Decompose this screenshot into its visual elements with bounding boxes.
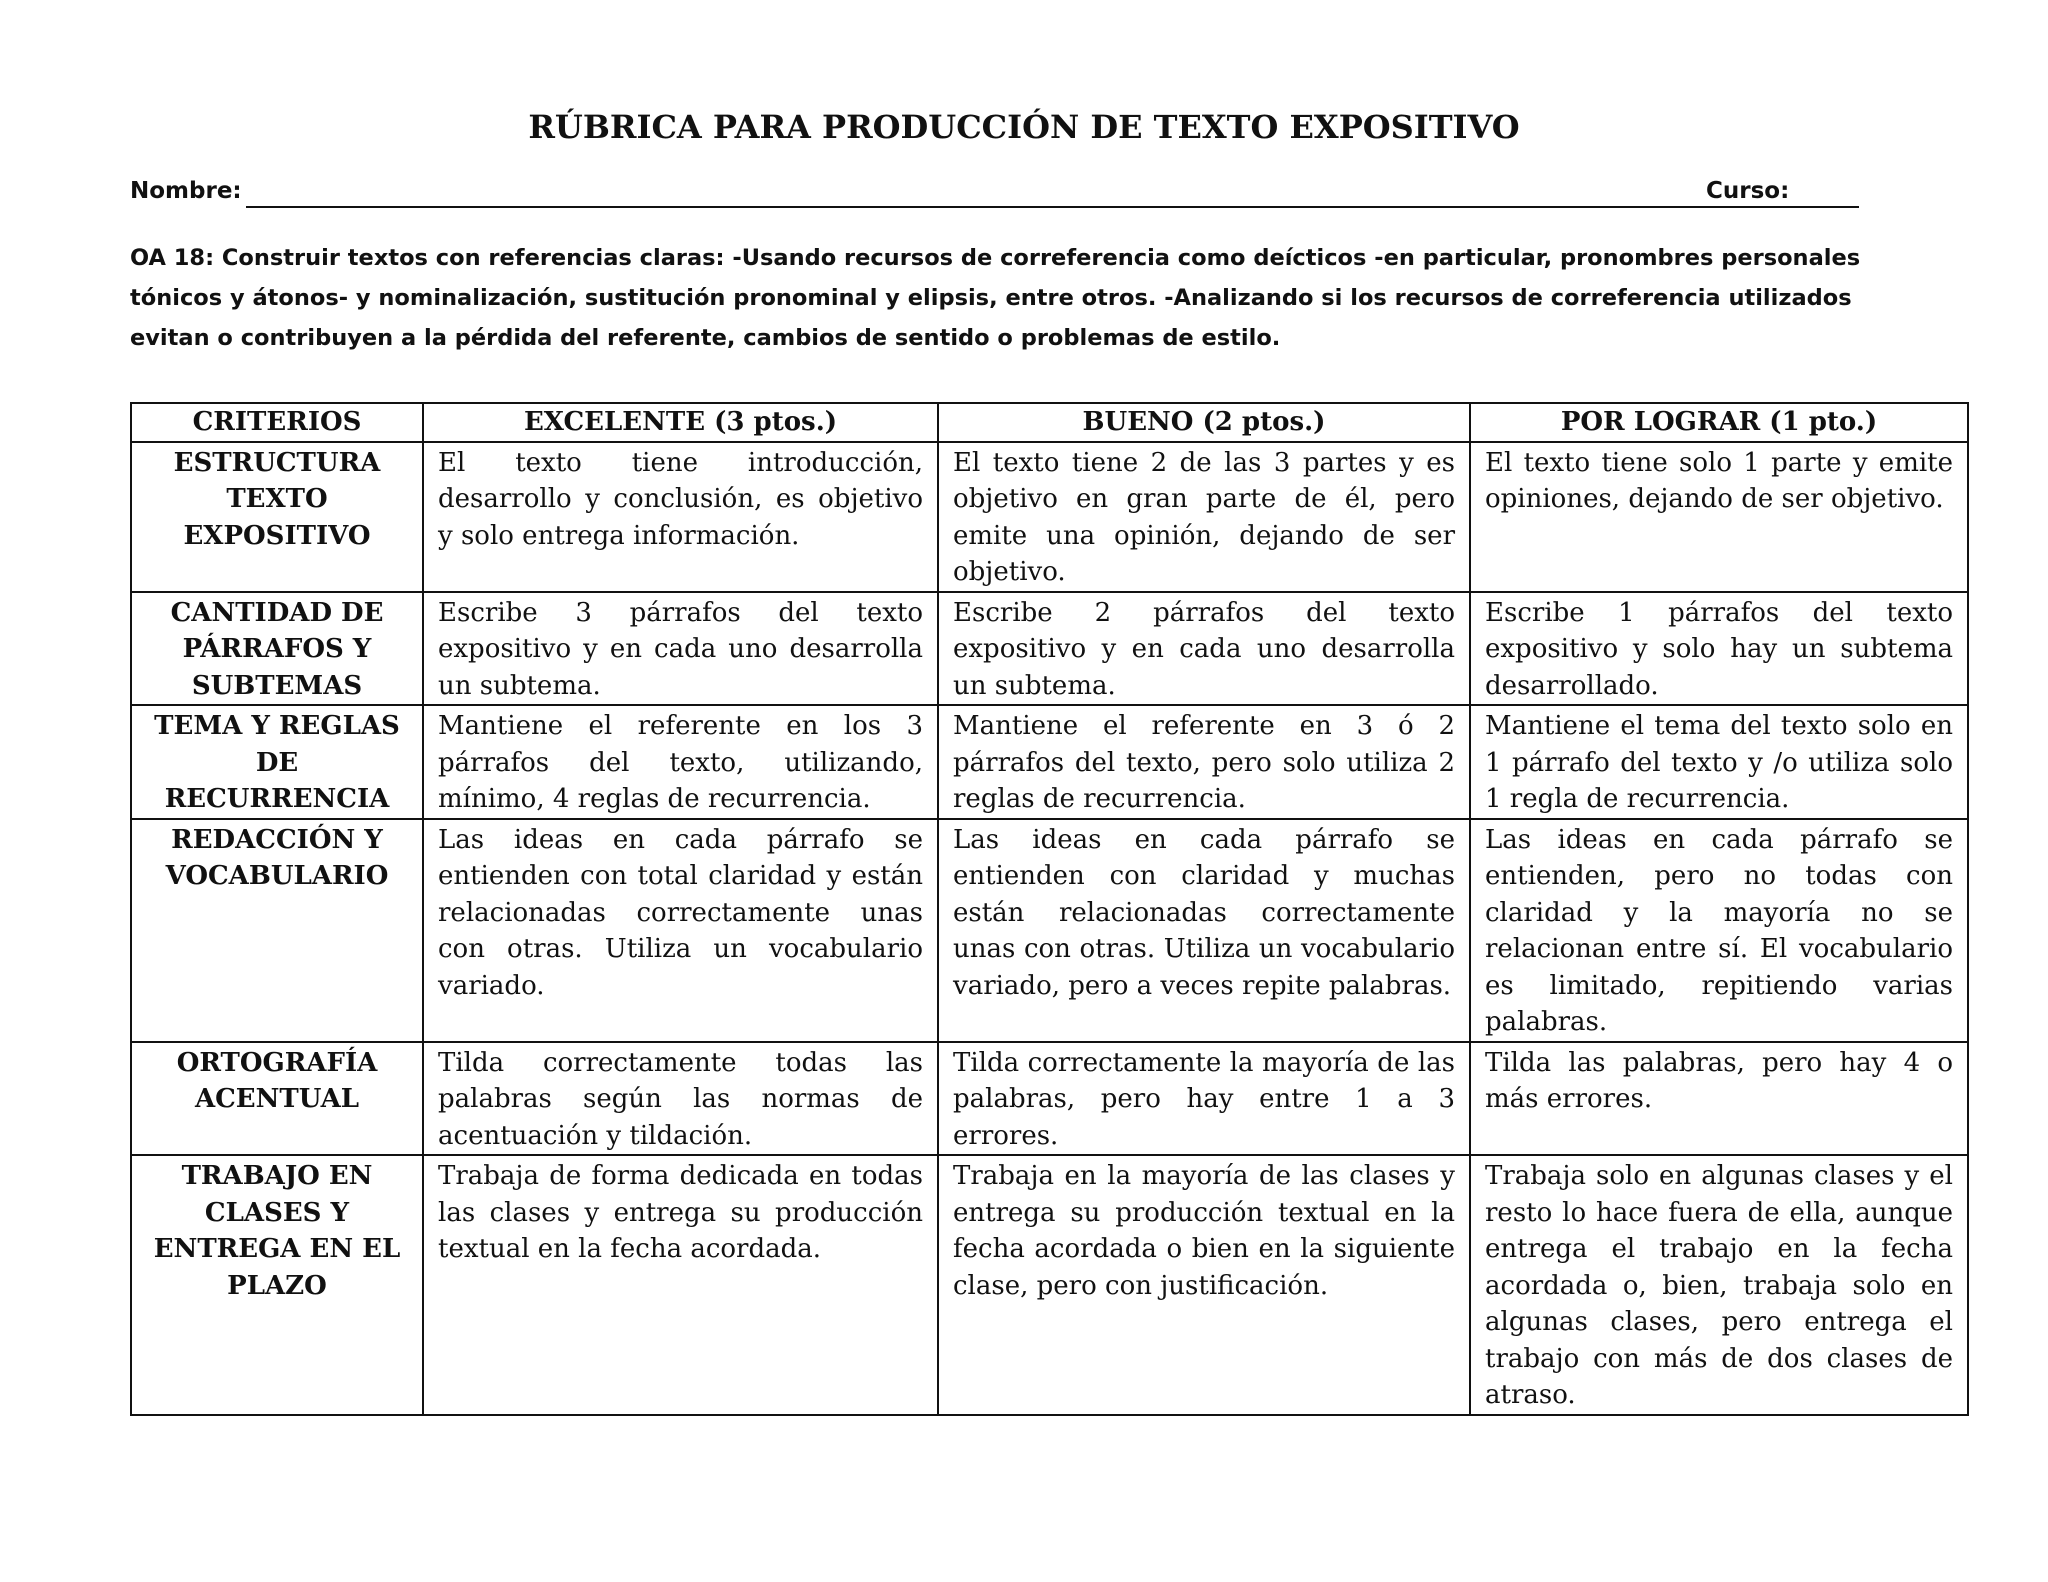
learning-objective: OA 18: Construir textos con referencias claras: -Usando recursos de correferencia como deícticos -en particular, pronombres personales tónicos y átonos- y nominalización, sustitución pronominal y elipsis, entre otros. -Analizando si los recursos de correferencia utilizados evitan o contribuyen a la pérdida del referente, cambios de sentido o problemas de estilo. [130, 245, 1861, 351]
por-lograr-cell: Trabaja solo en algunas clases y el resto lo hace fuera de ella, aunque entrega el trabajo en la fecha acordada o, bien, trabaja solo en algunas clases, pero entrega el trabajo con más de dos clases de atraso. [1470, 1155, 1968, 1415]
student-info-row [130, 178, 1880, 214]
criterion-cell: ORTOGRAFÍA ACENTUAL [131, 1042, 423, 1156]
header-excelente: EXCELENTE (3 ptos.) [423, 403, 938, 442]
bueno-cell: Trabaja en la mayoría de las clases y entrega su producción textual en la fecha acordada o bien en la siguiente clase, pero con justificación. [938, 1155, 1470, 1415]
criterion-cell: TRABAJO EN CLASES Y ENTREGA EN EL PLAZO [131, 1155, 423, 1415]
bueno-cell: Tilda correctamente la mayoría de las palabras, pero hay entre 1 a 3 errores. [938, 1042, 1470, 1156]
por-lograr-cell: El texto tiene solo 1 parte y emite opiniones, dejando de ser objetivo. [1470, 442, 1968, 592]
excelente-cell: Tilda correctamente todas las palabras según las normas de acentuación y tildación. [423, 1042, 938, 1156]
rubric-table [130, 402, 1969, 1416]
por-lograr-cell: Tilda las palabras, pero hay 4 o más errores. [1470, 1042, 1968, 1156]
course-blank-line[interactable] [1790, 206, 1859, 208]
bueno-cell: Mantiene el referente en 3 ó 2 párrafos del texto, pero solo utiliza 2 reglas de recurrencia. [938, 705, 1470, 819]
criterion-cell: REDACCIÓN Y VOCABULARIO [131, 819, 423, 1042]
por-lograr-cell: Mantiene el tema del texto solo en 1 párrafo del texto y /o utiliza solo 1 regla de recurrencia. [1470, 705, 1968, 819]
course-label: Curso: [1706, 178, 1790, 204]
bueno-cell: El texto tiene 2 de las 3 partes y es objetivo en gran parte de él, pero emite una opinión, dejando de ser objetivo. [938, 442, 1470, 592]
table-row [131, 1155, 1968, 1415]
table-row [131, 592, 1968, 706]
por-lograr-cell: Escribe 1 párrafos del texto expositivo y solo hay un subtema desarrollado. [1470, 592, 1968, 706]
excelente-cell: El texto tiene introducción, desarrollo y conclusión, es objetivo y solo entrega información. [423, 442, 938, 592]
table-header-row [131, 403, 1968, 442]
excelente-cell: Trabaja de forma dedicada en todas las clases y entrega su producción textual en la fecha acordada. [423, 1155, 938, 1415]
bueno-cell: Escribe 2 párrafos del texto expositivo y en cada uno desarrolla un subtema. [938, 592, 1470, 706]
criterion-cell: TEMA Y REGLAS DE RECURRENCIA [131, 705, 423, 819]
document-title: RÚBRICA PARA PRODUCCIÓN DE TEXTO EXPOSITIVO [528, 108, 1520, 146]
table-row [131, 1042, 1968, 1156]
criterion-cell: ESTRUCTURA TEXTO EXPOSITIVO [131, 442, 423, 592]
table-row [131, 819, 1968, 1042]
header-por-lograr: POR LOGRAR (1 pto.) [1470, 403, 1968, 442]
por-lograr-cell: Las ideas en cada párrafo se entienden, pero no todas con claridad y la mayoría no se relacionan entre sí. El vocabulario es limitado, repitiendo varias palabras. [1470, 819, 1968, 1042]
name-label: Nombre: [130, 178, 242, 204]
table-row [131, 442, 1968, 592]
name-blank-line[interactable] [246, 206, 1826, 208]
header-criterios: CRITERIOS [131, 403, 423, 442]
table-row [131, 705, 1968, 819]
header-bueno: BUENO (2 ptos.) [938, 403, 1470, 442]
excelente-cell: Escribe 3 párrafos del texto expositivo y en cada uno desarrolla un subtema. [423, 592, 938, 706]
criterion-cell: CANTIDAD DE PÁRRAFOS Y SUBTEMAS [131, 592, 423, 706]
bueno-cell: Las ideas en cada párrafo se entienden con claridad y muchas están relacionadas correctamente unas con otras. Utiliza un vocabulario variado, pero a veces repite palabras. [938, 819, 1470, 1042]
excelente-cell: Mantiene el referente en los 3 párrafos del texto, utilizando, mínimo, 4 reglas de recurrencia. [423, 705, 938, 819]
excelente-cell: Las ideas en cada párrafo se entienden con total claridad y están relacionadas correctamente unas con otras. Utiliza un vocabulario variado. [423, 819, 938, 1042]
